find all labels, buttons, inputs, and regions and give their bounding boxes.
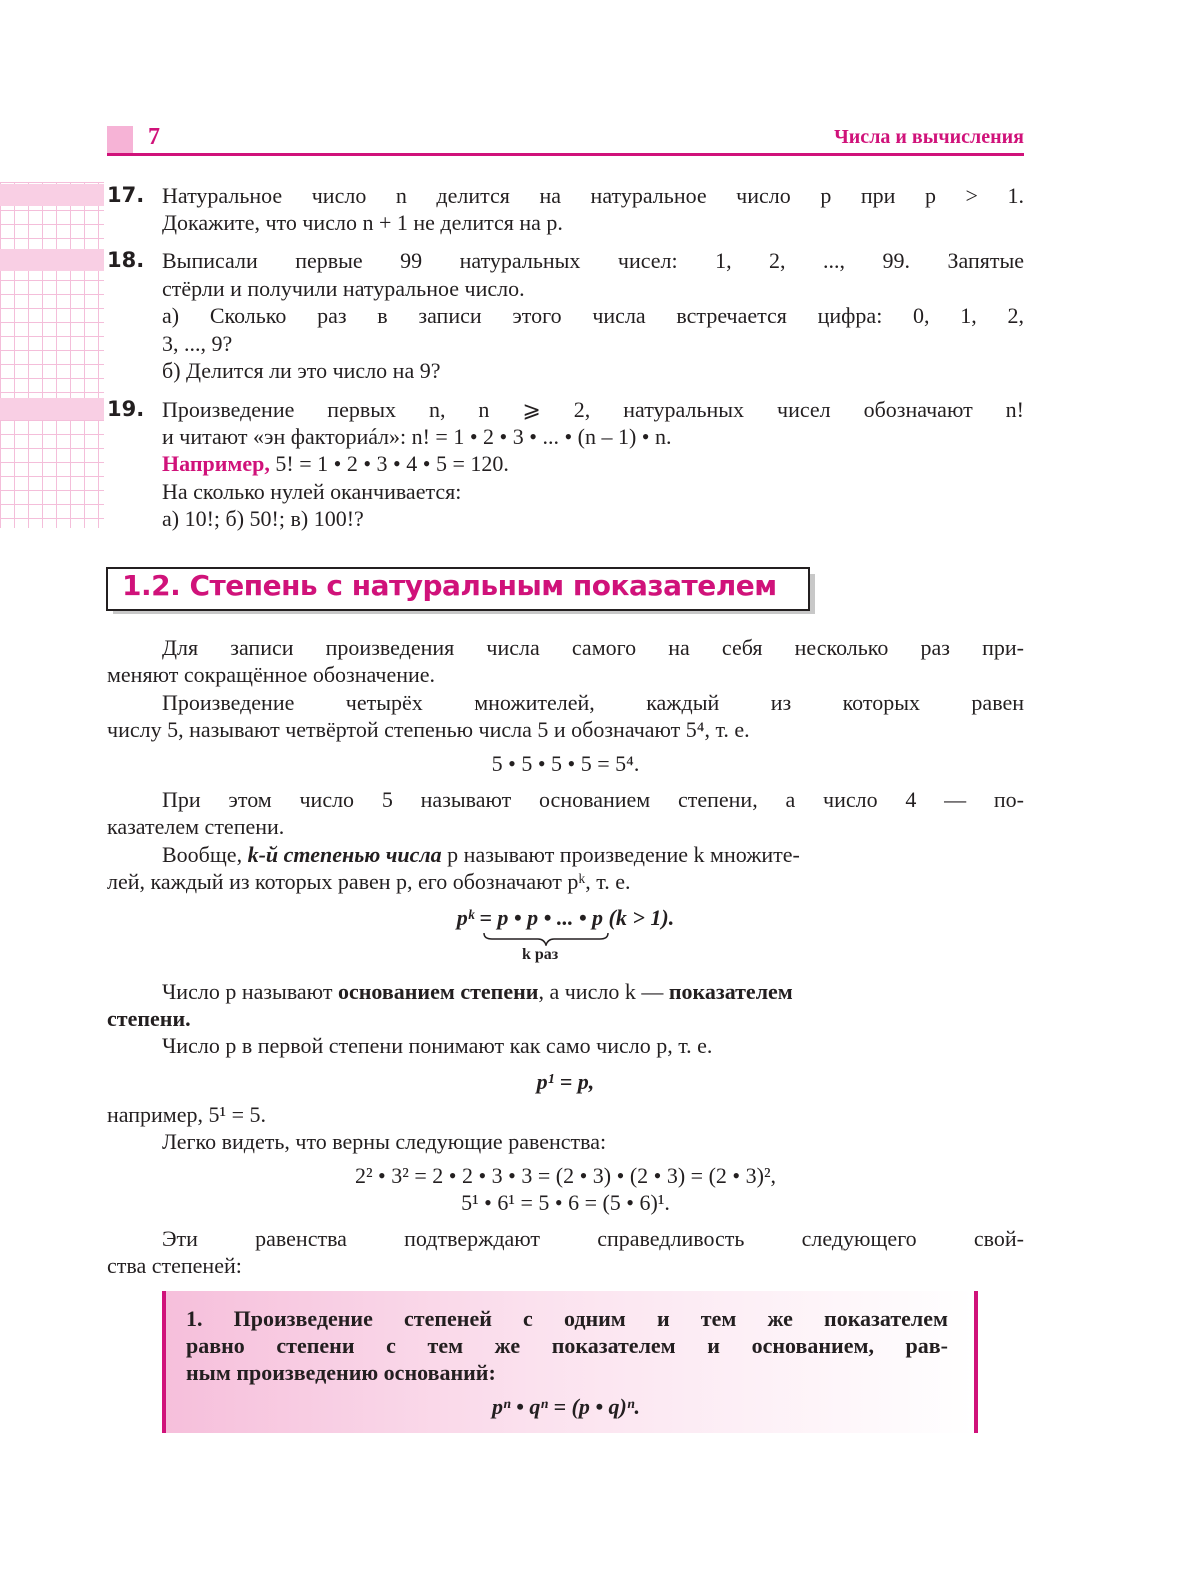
body-text: , а число k — xyxy=(538,979,669,1004)
problem-number: 18. xyxy=(107,248,145,272)
body-text: Вообще, xyxy=(162,842,248,867)
problem-number: 19. xyxy=(107,397,145,421)
body-line: меняют сокращённое обозначение. xyxy=(107,662,436,687)
body-line: казателем степени. xyxy=(107,814,285,839)
body-line: Произведение четырёх множителей, каждый из которых равен xyxy=(162,690,1024,715)
header-color-block xyxy=(107,126,133,154)
problem-text-line: Натуральное число n делится на натуральное число p при p > 1. xyxy=(162,183,1024,208)
problem-text-line: стёрли и получили натуральное число. xyxy=(162,276,525,301)
property-line: равно степени с тем же показателем и основанием, рав- xyxy=(186,1333,948,1358)
body-text: Число p называют xyxy=(162,979,338,1004)
property-line: 1. Произведение степеней с одним и тем же показателем xyxy=(186,1306,948,1331)
formula-2: pᵏ = p • p • ... • p (k > 1). xyxy=(456,905,675,930)
term-exponent: показателем xyxy=(668,979,793,1004)
body-line xyxy=(162,841,1024,868)
body-line: Число p в первой степени понимают как само число p, т. е. xyxy=(162,1033,713,1058)
underbrace-icon xyxy=(482,932,610,946)
formula-1: 5 • 5 • 5 • 5 = 5⁴. xyxy=(491,751,640,776)
problem-text-line: 3, ..., 9? xyxy=(162,331,233,356)
problem-band-19 xyxy=(0,398,104,420)
body-line: Легко видеть, что верны следующие равенства: xyxy=(162,1129,607,1154)
margin-grid-decoration xyxy=(0,182,104,528)
term-base: основанием степени xyxy=(337,979,539,1004)
problem-text-line: Произведение первых n, n ⩾ 2, натуральных чисел обозначают n! xyxy=(162,397,1024,422)
body-line: Эти равенства подтверждают справедливость следующего свой- xyxy=(162,1226,1024,1251)
problem-text-line: а) Сколько раз в записи этого числа встречается цифра: 0, 1, 2, xyxy=(162,303,1024,328)
problem-text-line: Выписали первые 99 натуральных чисел: 1, 2, ..., 99. Запятые xyxy=(162,248,1024,273)
problem-band-17 xyxy=(0,184,104,206)
body-line: При этом число 5 называют основанием степени, а число 4 — по- xyxy=(162,787,1024,812)
body-line: степени. xyxy=(107,1006,191,1031)
body-text: p называют произведение k множите- xyxy=(441,842,800,867)
header-rule xyxy=(107,153,1024,156)
problem-text-line: и читают «эн факториáл»: n! = 1 • 2 • 3 • ... • (n – 1) • n. xyxy=(162,424,672,449)
page-number: 7 xyxy=(148,124,160,150)
property-formula: pⁿ • qⁿ = (p • q)ⁿ. xyxy=(491,1394,641,1419)
problem-band-18 xyxy=(0,249,104,271)
brace-label: k раз xyxy=(522,946,559,963)
example-text: 5! = 1 • 2 • 3 • 4 • 5 = 120. xyxy=(269,451,509,476)
example-label: Например, xyxy=(162,451,270,476)
body-line: например, 5¹ = 5. xyxy=(107,1102,266,1127)
body-line: числу 5, называют четвёртой степенью числа 5 и обозначают 5⁴, т. е. xyxy=(107,717,750,742)
problem-number: 17. xyxy=(107,183,145,207)
body-line: лей, каждый из которых равен p, его обозначают pᵏ, т. е. xyxy=(107,869,631,894)
problem-text-line: а) 10!; б) 50!; в) 100!? xyxy=(162,506,364,531)
body-line: ства степеней: xyxy=(107,1253,242,1278)
running-title: Числа и вычисления xyxy=(834,126,1024,148)
problem-text-line: На сколько нулей оканчивается: xyxy=(162,479,462,504)
formula-4: 2² • 3² = 2 • 2 • 3 • 3 = (2 • 3) • (2 • 3) = (2 • 3)², xyxy=(354,1163,777,1188)
body-line xyxy=(162,978,1024,1005)
property-line: ным произведению оснований: xyxy=(186,1360,496,1385)
problem-example-line xyxy=(162,450,509,477)
problem-text-line: б) Делится ли это число на 9? xyxy=(162,358,441,383)
problem-text-line: Докажите, что число n + 1 не делится на p. xyxy=(162,210,563,235)
body-line: Для записи произведения числа самого на себя несколько раз при- xyxy=(162,635,1024,660)
term-kth-power: k-й степенью числа xyxy=(247,842,442,867)
formula-3: p¹ = p, xyxy=(536,1069,595,1094)
formula-5: 5¹ • 6¹ = 5 • 6 = (5 • 6)¹. xyxy=(461,1190,670,1215)
section-title: 1.2. Степень с натуральным показателем xyxy=(122,569,777,602)
